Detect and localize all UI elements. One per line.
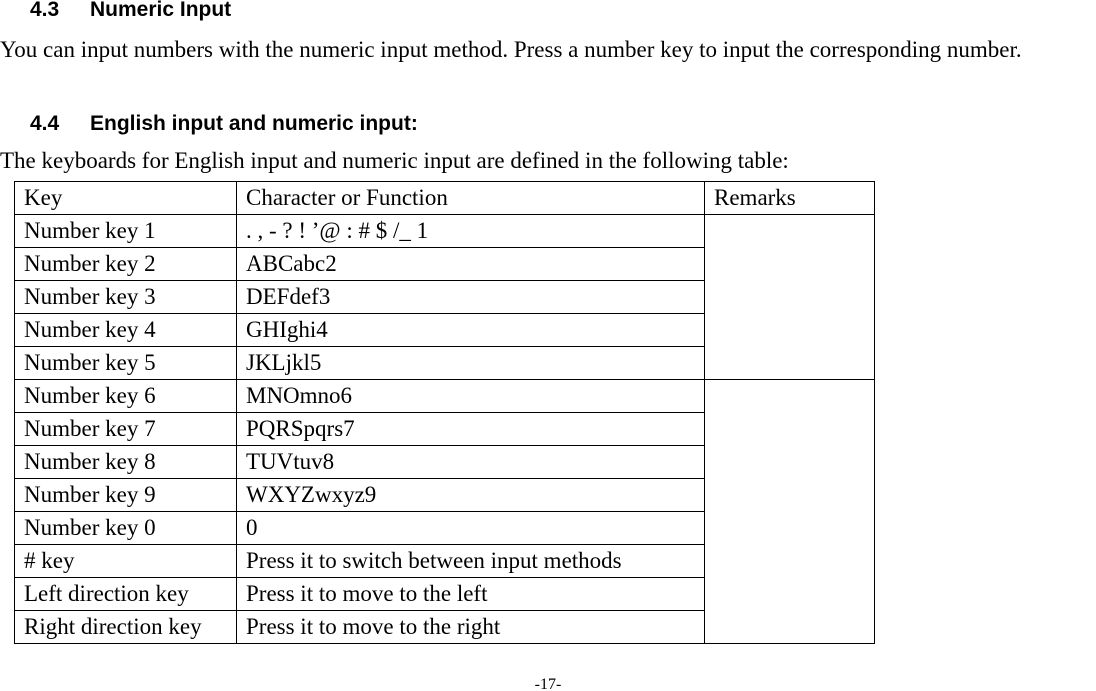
value-cell: MNOmno6 bbox=[237, 380, 705, 413]
value-cell: ABCabc2 bbox=[237, 248, 705, 281]
section-title: Numeric Input bbox=[90, 0, 232, 21]
value-cell: JKLjkl5 bbox=[237, 347, 705, 380]
section-heading-4-3 bbox=[30, 0, 231, 22]
section-number: 4.3 bbox=[30, 0, 60, 21]
value-cell: WXYZwxyz9 bbox=[237, 479, 705, 512]
value-cell: DEFdef3 bbox=[237, 281, 705, 314]
page-number: -17- bbox=[534, 676, 562, 691]
key-cell: Number key 1 bbox=[15, 215, 237, 248]
key-cell: Number key 4 bbox=[15, 314, 237, 347]
key-cell: Number key 6 bbox=[15, 380, 237, 413]
value-cell: . , - ? ! ’@ : # $ /_ 1 bbox=[237, 215, 705, 248]
key-cell: Number key 7 bbox=[15, 413, 237, 446]
key-cell: Right direction key bbox=[15, 611, 237, 644]
table-intro-paragraph: The keyboards for English input and numeric input are defined in the following table: bbox=[0, 148, 789, 173]
numeric-input-paragraph: You can input numbers with the numeric input method. Press a number key to input the corresponding number. bbox=[0, 37, 1022, 62]
keyboard-definition-table bbox=[14, 181, 875, 644]
section-number: 4.4 bbox=[30, 112, 60, 135]
section-title: English input and numeric input: bbox=[90, 112, 418, 135]
value-cell: TUVtuv8 bbox=[237, 446, 705, 479]
key-cell: Number key 9 bbox=[15, 479, 237, 512]
value-cell: GHIghi4 bbox=[237, 314, 705, 347]
section-heading-4-4 bbox=[30, 112, 418, 136]
value-cell: PQRSpqrs7 bbox=[237, 413, 705, 446]
value-cell: Press it to switch between input methods bbox=[237, 545, 705, 578]
key-cell: Left direction key bbox=[15, 578, 237, 611]
header-character-or-function: Character or Function bbox=[237, 182, 705, 215]
value-cell: Press it to move to the right bbox=[237, 611, 705, 644]
key-cell: Number key 5 bbox=[15, 347, 237, 380]
key-cell: Number key 8 bbox=[15, 446, 237, 479]
table-row bbox=[15, 215, 875, 248]
header-remarks: Remarks bbox=[705, 182, 875, 215]
table-header-row bbox=[15, 182, 875, 215]
value-cell: Press it to move to the left bbox=[237, 578, 705, 611]
key-cell: Number key 3 bbox=[15, 281, 237, 314]
key-cell: Number key 2 bbox=[15, 248, 237, 281]
header-key: Key bbox=[15, 182, 237, 215]
key-cell: # key bbox=[15, 545, 237, 578]
remarks-cell bbox=[705, 380, 875, 644]
remarks-cell bbox=[705, 215, 875, 380]
value-cell: 0 bbox=[237, 512, 705, 545]
table-row bbox=[15, 380, 875, 413]
key-cell: Number key 0 bbox=[15, 512, 237, 545]
